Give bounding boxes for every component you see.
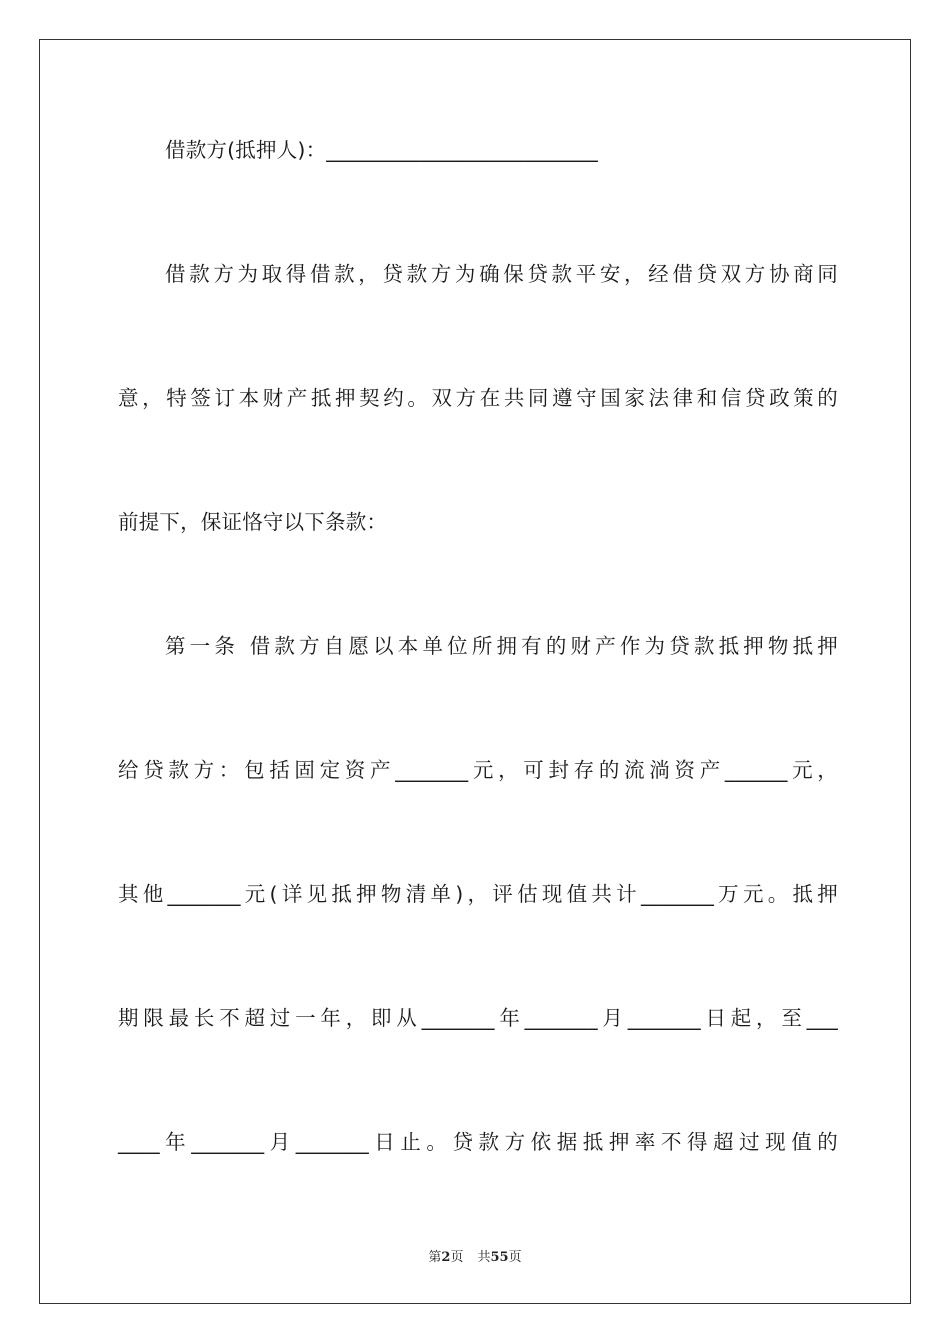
total-pages: 55 — [490, 1250, 509, 1265]
borrower-signature-line: 借款方(抵押人)：__________________________ — [165, 138, 598, 162]
page-suffix: 页 — [450, 1250, 464, 1265]
page-border — [39, 39, 911, 1304]
article-one-line: 第一条 借款方自愿以本单位所拥有的财产作为贷款抵押物抵押 — [165, 634, 838, 658]
paragraph-line: 给贷款方：包括固定资产_______元，可封存的流淌资产______元， — [118, 758, 838, 782]
total-suffix: 页 — [508, 1250, 522, 1265]
paragraph-line: ____年_______月_______日止。贷款方依据抵押率不得超过现值的 — [118, 1130, 838, 1154]
page-footer — [0, 1246, 950, 1265]
total-prefix: 共 — [477, 1250, 491, 1265]
page-prefix: 第 — [428, 1250, 442, 1265]
paragraph-line: 前提下，保证恪守以下条款： — [118, 510, 388, 534]
page-number: 2 — [441, 1250, 451, 1265]
paragraph-line: 借款方为取得借款，贷款方为确保贷款平安，经借贷双方协商同 — [165, 262, 838, 286]
paragraph-line: 意，特签订本财产抵押契约。双方在共同遵守国家法律和信贷政策的 — [118, 386, 838, 410]
paragraph-line: 其他_______元(详见抵押物清单)，评估现值共计_______万元。抵押 — [118, 882, 838, 906]
paragraph-line: 期限最长不超过一年，即从_______年_______月_______日起，至___ — [118, 1006, 838, 1030]
